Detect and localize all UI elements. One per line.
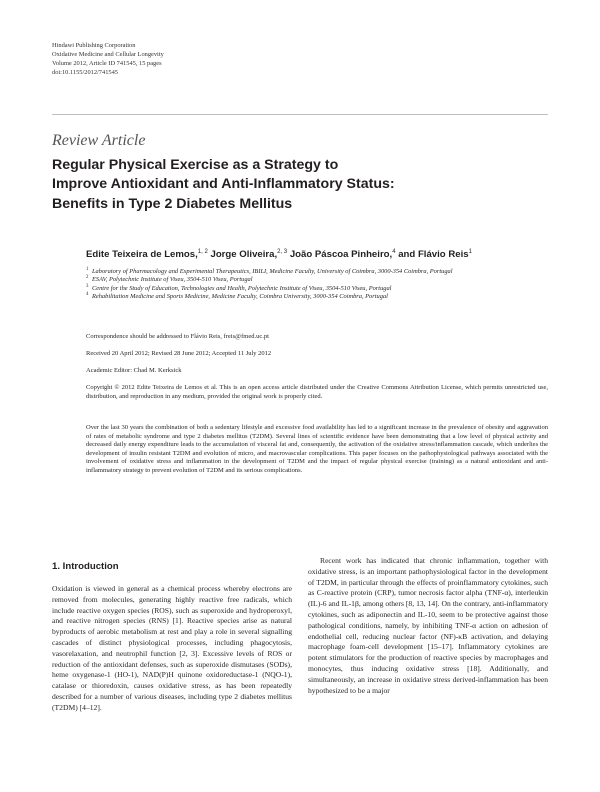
article-title [52,156,532,214]
affiliation-text: Centre for the Study of Education, Technologies and Health, Polytechnic Institute of Viseu, 3504-510 Viseu, Portugal [92,284,392,292]
author-affiliation-marker: 2, 3 [277,249,288,255]
title-line: Regular Physical Exercise as a Strategy to [52,157,339,173]
affiliation-text: Laboratory of Pharmacology and Experimental Therapeutics, IBILI, Medicine Faculty, University of Coimbra, 3000-354 Coimbra, Portugal [92,268,453,275]
body-paragraph: Oxidation is viewed in general as a chemical process whereby electrons are removed from molecules, generating highly reactive free radicals, which include reactive oxygen species (ROS), such as superoxide and hydroperoxyl, and reactive nitrogen species (RNS) [1]. Reactive species arise as natural byproducts of aerobic metabolism at rest and play a role in several signalling cascades of distinct physiological processes, including phagocytosis, vasorelaxation, and neutrophil function [2, 3]. Excessive levels of ROS or reduction of the antioxidant defenses, such as superoxide dismutases (SODs), heme oxygenase-1 (HO-1), NAD(P)H quinone oxidoreductase-1 (NQO-1), catalase or thioredoxin, causes oxidative stress, as has been repeatedly described for a number of various diseases, including type 2 diabetes mellitus (T2DM) [4–12]. [52,584,292,712]
affiliation-text: ESAV, Polytechnic Institute of Viseu, 3504-510 Viseu, Portugal [92,276,253,284]
academic-editor: Academic Editor: Chad M. Kerksick [86,367,182,374]
title-line: Improve Antioxidant and Anti-Inflammatory Status: [52,176,395,193]
affiliation [86,268,536,276]
affiliation-number: 1 [86,267,89,272]
affiliation-list [86,268,536,302]
affiliation [86,276,536,284]
author-affiliation-marker: 1 [468,249,472,255]
copyright-notice: Copyright © 2012 Edite Teixeira de Lemos et al. This is an open access article distributed under the Creative Commons Attribution License, which permits unrestricted use, distribution, and reproduction in any medium, provided the original work is properly cited. [86,384,548,400]
article-dates: Received 20 April 2012; Revised 28 June 2012; Accepted 11 July 2012 [86,350,272,357]
section-heading: 1. Introduction [52,561,119,572]
author-name: Jorge Oliveira, [210,249,278,260]
author-name: Edite Teixeira de Lemos, [86,249,198,260]
affiliation [86,293,536,301]
body-paragraph: Recent work has indicated that chronic inflammation, together with oxidative stress, is an important pathophysiological factor in the development of T2DM, in particular through the effects of proinflammatory cytokines, such as C-reactive protein (CRP), tumor necrosis factor alpha (TNF-α), interleukin (IL)-6 and IL-1β, among others [8, 13, 14]. On the contrary, anti-inflammatory cytokines, such as adiponectin and IL-10, seem to be protective against those pathological conditions, namely, by inhibiting TNF-α action on adhesion of endothelial cell, reducing nuclear factor (NF)-κB activation, and delaying macrophage foam-cell development [15–17]. Inflammatory cytokines are potent stimulators for the production of reactive species by macrophages and monocytes, thus inducing oxidative stress [18]. Additionally, and simultaneously, an increase in oxidative stress derived-inflammation has been hypothesized to be a major [308,556,548,695]
affiliation-number: 4 [86,292,89,298]
abstract: Over the last 30 years the combination of both a sedentary lifestyle and excessive food availability has led to a significant increase in the prevalence of obesity and aggravation of rates of metabolic syndrome and type 2 diabetes mellitus (T2DM). Several lines of scientific evidence have been demonstrating that a low level of physical activity and decreased daily energy expenditure leads to the accumulation of visceral fat and, consequently, the activation of the oxidative stress/inflammation cascade, which underlies the development of insulin resistant T2DM and evolution of micro, and macrovascular complications. This paper focuses on the pathophysiological pathways associated with the involvement of oxidative stress and inflammation in the development of T2DM and the impact of regular physical exercise (training) as a natural antioxidant and anti-inflammatory strategy to prevent evolution of T2DM and its serious complications. [86,424,548,474]
affiliation-number: 2 [86,275,89,281]
journal-name: Oxidative Medicine and Cellular Longevity [52,50,164,58]
publisher-name: Hindawi Publishing Corporation [52,42,136,49]
journal-header [52,42,164,78]
author-name: João Páscoa Pinheiro, [289,249,393,260]
author-name: and Flávio Reis [398,249,469,260]
doi-link[interactable]: doi:10.1155/2012/741545 [52,68,118,76]
title-line: Benefits in Type 2 Diabetes Mellitus [52,195,293,212]
affiliation-text: Rehabilitation Medicine and Sports Medicine, Medicine Faculty, Coimbra University, 3000-354 Coimbra, Portugal [92,293,388,301]
body-column-right [308,556,548,696]
article-type: Review Article [52,132,146,149]
affiliation-number: 3 [86,283,89,289]
body-column-left [52,584,292,714]
author-affiliation-marker: 1, 2 [197,249,208,255]
affiliation [86,285,536,293]
author-list [86,249,472,260]
correspondence-note: Correspondence should be addressed to Flávio Reis, freis@fmed.uc.pt [86,333,269,340]
header-divider [52,114,548,115]
author-affiliation-marker: 4 [392,249,396,255]
volume-info: Volume 2012, Article ID 741545, 15 pages [52,59,162,67]
